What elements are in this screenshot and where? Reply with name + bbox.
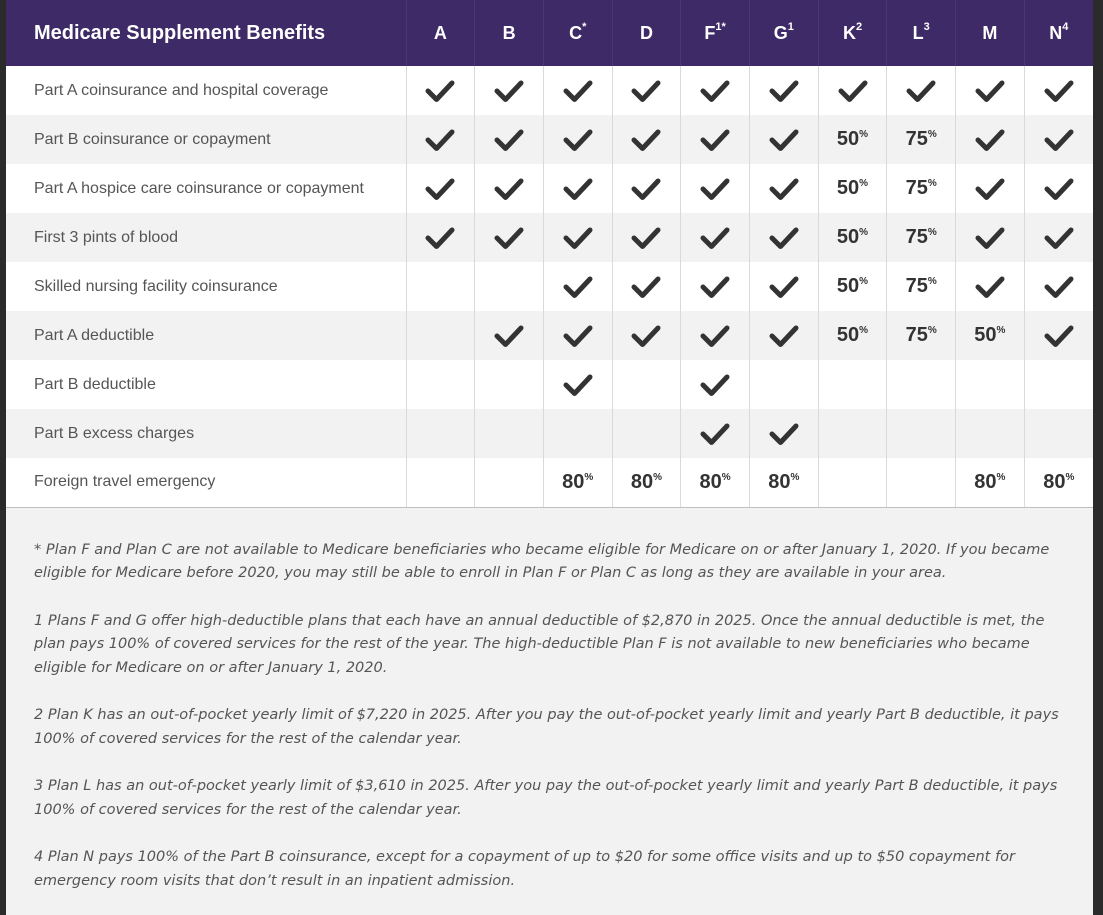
benefit-cell bbox=[612, 164, 681, 213]
percent-value: 75 bbox=[905, 324, 928, 346]
checkmark-icon bbox=[631, 274, 661, 300]
benefit-cell bbox=[681, 66, 750, 115]
coverage-percent bbox=[906, 177, 937, 199]
table-header bbox=[6, 0, 1093, 66]
table-row bbox=[6, 115, 1093, 164]
percent-sign: % bbox=[927, 129, 937, 140]
benefit-cell bbox=[1024, 360, 1093, 409]
benefit-cell bbox=[612, 360, 681, 409]
benefit-cell bbox=[475, 360, 544, 409]
percent-value: 50 bbox=[974, 324, 997, 346]
benefit-cell bbox=[475, 213, 544, 262]
percent-value: 50 bbox=[836, 177, 860, 199]
benefit-cell bbox=[956, 115, 1025, 164]
benefit-cell bbox=[749, 66, 818, 115]
coverage-percent bbox=[562, 471, 593, 493]
benefit-cell bbox=[681, 164, 750, 213]
benefit-cell bbox=[887, 409, 956, 458]
benefit-cell bbox=[818, 66, 887, 115]
checkmark-icon bbox=[769, 421, 799, 447]
benefit-cell bbox=[543, 213, 612, 262]
benefit-cell bbox=[956, 458, 1025, 507]
checkmark-icon bbox=[769, 323, 799, 349]
benefit-cell bbox=[681, 360, 750, 409]
plan-header-k bbox=[818, 0, 887, 66]
benefit-cell bbox=[612, 262, 681, 311]
checkmark-icon bbox=[1044, 127, 1074, 153]
checkmark-icon bbox=[425, 176, 455, 202]
benefit-cell bbox=[818, 262, 887, 311]
percent-value: 80 bbox=[630, 470, 654, 493]
benefit-cell bbox=[956, 311, 1025, 360]
benefit-cell bbox=[406, 213, 475, 262]
checkmark-icon bbox=[769, 225, 799, 251]
benefit-cell bbox=[887, 213, 956, 262]
percent-sign: % bbox=[859, 178, 869, 189]
benefit-cell bbox=[887, 66, 956, 115]
table-row bbox=[6, 66, 1093, 115]
checkmark-icon bbox=[700, 323, 730, 349]
checkmark-icon bbox=[700, 127, 730, 153]
benefit-cell bbox=[612, 409, 681, 458]
benefit-cell bbox=[818, 213, 887, 262]
coverage-percent bbox=[837, 177, 868, 199]
plan-letter: M bbox=[982, 22, 998, 43]
benefit-label: Part B excess charges bbox=[34, 424, 195, 442]
table-row bbox=[6, 164, 1093, 213]
benefit-label: Part A coinsurance and hospital coverage bbox=[34, 81, 329, 99]
plan-header-b bbox=[475, 0, 544, 66]
benefit-cell bbox=[612, 311, 681, 360]
plan-letter: K bbox=[842, 22, 856, 43]
benefit-cell bbox=[406, 115, 475, 164]
percent-value: 50 bbox=[836, 226, 860, 248]
benefit-label: Part A hospice care coinsurance or copayment bbox=[34, 179, 364, 197]
checkmark-icon bbox=[631, 225, 661, 251]
benefit-cell bbox=[956, 164, 1025, 213]
checkmark-icon bbox=[563, 323, 593, 349]
footnote: 2 Plan K has an out-of-pocket yearly limit of $7,220 in 2025. After you pay the out-of-pocket yearly limit and yearly Part B deductible, it pays 100% of covered services for the rest of the calendar year. bbox=[34, 707, 1059, 747]
coverage-percent bbox=[974, 324, 1005, 346]
benefit-cell bbox=[1024, 262, 1093, 311]
checkmark-icon bbox=[563, 372, 593, 398]
benefit-cell bbox=[956, 409, 1025, 458]
checkmark-icon bbox=[494, 225, 524, 251]
benefit-cell bbox=[406, 409, 475, 458]
percent-value: 50 bbox=[836, 324, 860, 346]
checkmark-icon bbox=[425, 78, 455, 104]
plan-letter: G bbox=[773, 22, 788, 43]
percent-sign: % bbox=[790, 471, 800, 483]
plan-header-l bbox=[887, 0, 956, 66]
benefit-cell bbox=[749, 115, 818, 164]
percent-sign: % bbox=[996, 471, 1006, 483]
benefit-cell bbox=[887, 262, 956, 311]
benefit-cell bbox=[749, 458, 818, 507]
benefit-cell bbox=[818, 115, 887, 164]
plan-footnote-marker: 1* bbox=[715, 20, 726, 33]
percent-sign: % bbox=[859, 129, 869, 140]
benefit-cell bbox=[887, 360, 956, 409]
benefit-cell bbox=[681, 262, 750, 311]
benefit-cell bbox=[1024, 311, 1093, 360]
benefit-cell bbox=[956, 262, 1025, 311]
checkmark-icon bbox=[494, 176, 524, 202]
table-row bbox=[6, 458, 1093, 507]
percent-value: 75 bbox=[905, 275, 928, 297]
checkmark-icon bbox=[425, 225, 455, 251]
benefit-cell bbox=[475, 262, 544, 311]
benefit-label: Part B deductible bbox=[34, 375, 156, 393]
benefit-cell bbox=[681, 311, 750, 360]
benefit-cell bbox=[818, 360, 887, 409]
benefit-cell bbox=[612, 66, 681, 115]
benefit-cell bbox=[887, 458, 956, 507]
benefit-cell bbox=[887, 164, 956, 213]
coverage-percent bbox=[631, 471, 662, 493]
coverage-percent bbox=[837, 128, 868, 150]
percent-sign: % bbox=[721, 471, 731, 483]
table-row bbox=[6, 311, 1093, 360]
checkmark-icon bbox=[906, 78, 936, 104]
checkmark-icon bbox=[631, 176, 661, 202]
benefit-cell bbox=[543, 262, 612, 311]
coverage-percent bbox=[906, 275, 937, 297]
table-row bbox=[6, 409, 1093, 458]
checkmark-icon bbox=[563, 274, 593, 300]
benefit-cell bbox=[612, 115, 681, 164]
checkmark-icon bbox=[1044, 225, 1074, 251]
footnote: 1 Plans F and G offer high-deductible plans that each have an annual deductible of $2,870 in 2025. Once the annual deductible is met, the plan pays 100% of covered services for the rest of the year. The high-deductible Plan F is not available to new beneficiaries who became eligible for Medicare on or after January 1, 2020. bbox=[34, 612, 1045, 676]
benefit-cell bbox=[406, 311, 475, 360]
plan-header-n bbox=[1024, 0, 1093, 66]
benefit-cell bbox=[1024, 409, 1093, 458]
checkmark-icon bbox=[769, 78, 799, 104]
benefit-cell bbox=[818, 311, 887, 360]
plan-letter: F bbox=[704, 22, 716, 43]
benefit-cell bbox=[543, 311, 612, 360]
benefit-cell bbox=[475, 66, 544, 115]
benefit-cell bbox=[406, 164, 475, 213]
benefit-cell bbox=[1024, 115, 1093, 164]
percent-value: 80 bbox=[1043, 470, 1066, 493]
percent-value: 50 bbox=[836, 128, 860, 150]
checkmark-icon bbox=[700, 421, 730, 447]
benefit-label: Foreign travel emergency bbox=[6, 458, 406, 507]
percent-sign: % bbox=[927, 227, 937, 238]
benefit-cell bbox=[612, 213, 681, 262]
benefits-table bbox=[6, 0, 1093, 508]
benefit-cell bbox=[612, 458, 681, 507]
percent-value: 80 bbox=[974, 470, 997, 493]
coverage-percent bbox=[768, 471, 799, 493]
percent-value: 75 bbox=[905, 128, 928, 150]
plan-footnote-marker: 2 bbox=[855, 20, 863, 33]
plan-letter: C bbox=[569, 22, 583, 43]
benefit-cell bbox=[749, 311, 818, 360]
benefit-cell bbox=[543, 360, 612, 409]
checkmark-icon bbox=[631, 127, 661, 153]
percent-value: 50 bbox=[836, 275, 860, 297]
benefit-cell bbox=[1024, 458, 1093, 507]
benefit-cell bbox=[406, 458, 475, 507]
checkmark-icon bbox=[700, 225, 730, 251]
benefit-cell bbox=[681, 115, 750, 164]
plan-header-c bbox=[543, 0, 612, 66]
percent-sign: % bbox=[653, 471, 663, 483]
checkmark-icon bbox=[1044, 176, 1074, 202]
table-row bbox=[6, 262, 1093, 311]
checkmark-icon bbox=[563, 176, 593, 202]
header-row bbox=[6, 0, 1093, 66]
checkmark-icon bbox=[1044, 323, 1074, 349]
benefit-cell bbox=[475, 458, 544, 507]
checkmark-icon bbox=[425, 127, 455, 153]
checkmark-icon bbox=[975, 127, 1005, 153]
table-title: Medicare Supplement Benefits bbox=[34, 21, 326, 44]
plan-footnote-marker: 3 bbox=[923, 20, 930, 33]
table-row bbox=[6, 360, 1093, 409]
coverage-percent bbox=[837, 324, 868, 346]
coverage-percent bbox=[906, 128, 937, 150]
benefit-cell bbox=[406, 360, 475, 409]
coverage-percent bbox=[700, 471, 731, 493]
checkmark-icon bbox=[563, 225, 593, 251]
checkmark-icon bbox=[631, 323, 661, 349]
benefits-panel bbox=[6, 0, 1093, 915]
coverage-percent bbox=[837, 275, 868, 297]
benefit-cell bbox=[749, 409, 818, 458]
benefit-label: Part B coinsurance or copayment bbox=[34, 130, 271, 148]
percent-sign: % bbox=[859, 227, 869, 238]
footnote: 4 Plan N pays 100% of the Part B coinsurance, except for a copayment of up to $20 for some office visits and up to $50 copayment for emergency room visits that don’t result in an inpatient admission. bbox=[34, 849, 1015, 889]
plan-header-d bbox=[612, 0, 681, 66]
checkmark-icon bbox=[1044, 78, 1074, 104]
benefit-cell bbox=[543, 115, 612, 164]
benefit-cell bbox=[956, 360, 1025, 409]
benefit-cell bbox=[681, 213, 750, 262]
benefit-label: First 3 pints of blood bbox=[34, 228, 179, 246]
plan-letter: D bbox=[639, 22, 653, 43]
coverage-percent bbox=[906, 324, 937, 346]
benefit-cell bbox=[749, 360, 818, 409]
plan-footnote-marker: * bbox=[582, 20, 587, 33]
percent-sign: % bbox=[927, 178, 937, 189]
plan-letter: A bbox=[433, 22, 447, 43]
benefit-label: Skilled nursing facility coinsurance bbox=[34, 277, 278, 295]
benefit-cell bbox=[956, 66, 1025, 115]
checkmark-icon bbox=[975, 78, 1005, 104]
benefit-cell bbox=[749, 164, 818, 213]
checkmark-icon bbox=[769, 127, 799, 153]
checkmark-icon bbox=[975, 225, 1005, 251]
checkmark-icon bbox=[769, 176, 799, 202]
checkmark-icon bbox=[563, 127, 593, 153]
benefit-cell bbox=[543, 458, 612, 507]
plan-header-g bbox=[749, 0, 818, 66]
percent-sign: % bbox=[927, 325, 937, 336]
benefit-cell bbox=[543, 409, 612, 458]
percent-value: 80 bbox=[562, 470, 585, 493]
benefit-cell bbox=[475, 311, 544, 360]
footnotes bbox=[6, 508, 1093, 894]
benefit-cell bbox=[818, 458, 887, 507]
coverage-percent bbox=[906, 226, 937, 248]
checkmark-icon bbox=[494, 323, 524, 349]
coverage-percent bbox=[1043, 471, 1074, 493]
checkmark-icon bbox=[563, 78, 593, 104]
benefit-cell bbox=[406, 262, 475, 311]
benefit-cell bbox=[887, 311, 956, 360]
percent-sign: % bbox=[584, 471, 594, 483]
benefit-cell bbox=[956, 213, 1025, 262]
footnote: * Plan F and Plan C are not available to Medicare beneficiaries who became eligible for Medicare on or after January 1, 2020. If you became eligible for Medicare before 2020, you may still be able to enroll in Plan F or Plan C as long as they are available in your area. bbox=[34, 541, 1050, 581]
plan-header-f bbox=[681, 0, 750, 66]
checkmark-icon bbox=[494, 127, 524, 153]
benefit-label: Part A deductible bbox=[34, 326, 155, 344]
benefit-cell bbox=[406, 66, 475, 115]
checkmark-icon bbox=[700, 78, 730, 104]
benefit-cell bbox=[818, 409, 887, 458]
coverage-percent bbox=[974, 471, 1005, 493]
benefit-cell bbox=[749, 262, 818, 311]
checkmark-icon bbox=[700, 176, 730, 202]
benefit-cell bbox=[543, 66, 612, 115]
plan-header-m bbox=[956, 0, 1025, 66]
checkmark-icon bbox=[1044, 274, 1074, 300]
checkmark-icon bbox=[838, 78, 868, 104]
benefit-cell bbox=[681, 409, 750, 458]
benefit-cell bbox=[543, 164, 612, 213]
percent-value: 75 bbox=[905, 226, 928, 248]
percent-value: 80 bbox=[699, 470, 722, 493]
plan-letter: L bbox=[912, 22, 924, 43]
benefit-cell bbox=[475, 115, 544, 164]
coverage-percent bbox=[837, 226, 868, 248]
plan-header-a bbox=[406, 0, 475, 66]
checkmark-icon bbox=[769, 274, 799, 300]
benefit-cell bbox=[475, 164, 544, 213]
benefit-cell bbox=[475, 409, 544, 458]
percent-sign: % bbox=[927, 276, 937, 287]
checkmark-icon bbox=[700, 372, 730, 398]
benefit-cell bbox=[681, 458, 750, 507]
benefit-cell bbox=[1024, 164, 1093, 213]
percent-sign: % bbox=[1065, 471, 1075, 483]
percent-sign: % bbox=[996, 325, 1006, 336]
percent-sign: % bbox=[859, 325, 869, 336]
percent-sign: % bbox=[859, 276, 869, 287]
checkmark-icon bbox=[700, 274, 730, 300]
checkmark-icon bbox=[975, 176, 1005, 202]
percent-value: 80 bbox=[768, 470, 791, 493]
table-body bbox=[6, 66, 1093, 507]
benefit-cell bbox=[749, 213, 818, 262]
footnote: 3 Plan L has an out-of-pocket yearly limit of $3,610 in 2025. After you pay the out-of-pocket yearly limit and yearly Part B deductible, it pays 100% of covered services for the rest of the calendar year. bbox=[34, 778, 1058, 818]
plan-footnote-marker: 1 bbox=[787, 20, 794, 33]
checkmark-icon bbox=[975, 274, 1005, 300]
checkmark-icon bbox=[631, 78, 661, 104]
benefit-cell bbox=[1024, 213, 1093, 262]
benefit-cell bbox=[1024, 66, 1093, 115]
checkmark-icon bbox=[494, 78, 524, 104]
plan-letter: N bbox=[1049, 22, 1063, 43]
benefit-cell bbox=[887, 115, 956, 164]
plan-footnote-marker: 4 bbox=[1062, 20, 1069, 33]
percent-value: 75 bbox=[905, 177, 928, 199]
plan-letter: B bbox=[502, 22, 516, 43]
benefit-cell bbox=[818, 164, 887, 213]
table-row bbox=[6, 213, 1093, 262]
